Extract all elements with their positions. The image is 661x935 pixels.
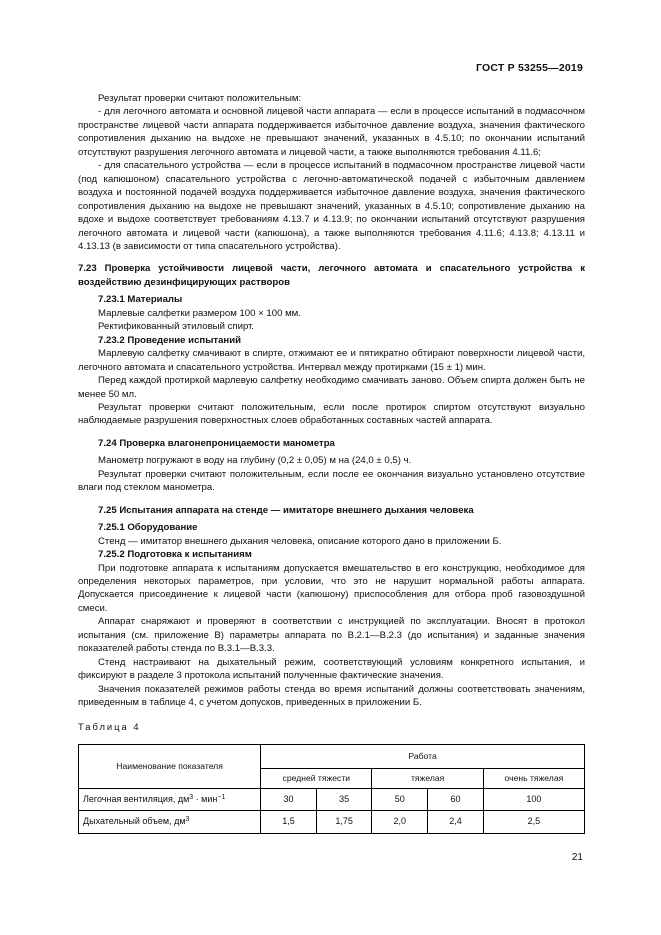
table-cell: 100 [483, 788, 584, 810]
section-heading-7-24: 7.24 Проверка влагонепроницаемости манометра [98, 437, 335, 449]
paragraph: - для легочного автомата и основной лицевой части аппарата — если в процессе испытаний в подмасочном пространстве лицевой части аппарата поддерживается избыточное давление воздуха, значения фактического сопротивления дыханию на выдохе не превышают значений, указанных в 4.5.10; по окончании испытаний отсутствуют разрушения легочного автомата и лицевой части, а также выполняются требования 4.11.6; [78, 106, 585, 158]
paragraph: Марлевые салфетки размером 100 × 100 мм. [98, 307, 301, 319]
paragraph: При подготовке аппарата к испытаниям допускается вмешательство в его конструкцию, необходимое для определения некоторых параметров, при условии, что это не нарушит нормальной работы аппарата. Допускается присоединение к лицевой части (капюшону) приспособления для отбора проб газовоздушной смеси. [78, 562, 585, 614]
table-cell: 35 [316, 788, 372, 810]
table-subheader-heavy: тяжелая [372, 768, 483, 788]
data-table [78, 744, 585, 834]
paragraph: Результат проверки считают положительным: [98, 93, 302, 104]
table-cell: 60 [428, 788, 484, 810]
paragraph: Перед каждой протиркой марлевую салфетку необходимо смачивать заново. Объем спирта должен быть не менее 50 мл. [78, 375, 585, 400]
paragraph: Ректификованный этиловый спирт. [98, 321, 255, 333]
paragraph: Манометр погружают в воду на глубину (0,2 ± 0,05) м на (24,0 ± 0,5) ч. [98, 455, 412, 467]
paragraph: Результат проверки считают положительным, если после ее окончания визуально установлено отсутствие влаги под стеклом манометра. [78, 468, 585, 494]
subsection-heading-7-23-2: 7.23.2 Проведение испытаний [98, 334, 242, 346]
section-heading-7-25: 7.25 Испытания аппарата на стенде — имитаторе внешнего дыхания человека [98, 504, 474, 516]
subsection-heading-7-25-2: 7.25.2 Подготовка к испытаниям [98, 549, 252, 561]
table-cell: 50 [372, 788, 428, 810]
table-cell-label: Легочная вентиляция, $дм^3 \cdot мин^{-1}$ [79, 788, 261, 810]
document-body [78, 92, 585, 834]
table-cell: 1,5 [261, 810, 317, 833]
paragraph: Значения показателей режимов работы стенда во время испытаний должны соответствовать значениям, приведенным в таблице 4, с учетом допусков, приведенных в приложении Б. [78, 683, 585, 709]
paragraph: Аппарат снаряжают и проверяют в соответствии с инструкцией по эксплуатации. Вносят в протокол испытания (см. приложение В) параметры аппарата по В.2.1—В.2.3 (до испытания) и заданные значения показателей работы стенда по В.3.1—В.3.3. [78, 616, 585, 655]
table-cell: 2,4 [428, 810, 484, 833]
table-caption: Таблица 4 [78, 721, 141, 733]
table-subheader-very-heavy: очень тяжелая [483, 768, 584, 788]
paragraph: Стенд — имитатор внешнего дыхания человека, описание которого дано в приложении Б. [98, 535, 502, 547]
table-cell: 1,75 [316, 810, 372, 833]
table-cell: 30 [261, 788, 317, 810]
document-header: ГОСТ Р 53255—2019 [475, 62, 583, 74]
page-number: 21 [571, 852, 583, 863]
table-cell: 2,5 [483, 810, 584, 833]
table-row [79, 788, 585, 810]
table-row [79, 810, 585, 833]
subsection-heading-7-25-1: 7.25.1 Оборудование [98, 522, 198, 534]
paragraph: Результат проверки считают положительным, если после протирок спиртом отсутствуют визуально наблюдаемые разрушения поверхностных слоев обработанных составных частей аппарата. [78, 401, 585, 427]
section-heading-7-23: 7.23 Проверка устойчивости лицевой части, легочного автомата и спасательного устройства к воздействию дезинфицирующих растворов [78, 263, 585, 288]
table-header-name: Наименование показателя [79, 744, 261, 788]
paragraph: Стенд настраивают на дыхательный режим, соответствующий условиям конкретного испытания, и фиксируют в разделе 3 протокола испытаний полученные фактические значения. [78, 656, 585, 682]
table-cell: 2,0 [372, 810, 428, 833]
paragraph: Марлевую салфетку смачивают в спирте, отжимают ее и пятикратно обтирают поверхности лицевой части, легочного автомата и спасательного устройства. Интервал между протирками (15 ± 1) мин. [78, 348, 585, 373]
table-subheader-medium: средней тяжести [261, 768, 372, 788]
subsection-heading-7-23-1: 7.23.1 Материалы [98, 294, 183, 306]
table-cell-label: Дыхательный объем, $дм^3$ [79, 810, 261, 833]
table-header-work: Работа [261, 744, 585, 768]
paragraph: - для спасательного устройства — если в процессе испытаний в подмасочном пространстве лицевой части (под капюшоном) спасательного устройства с легочно-автоматической подачей с избыточным давлением воздуха и постоянной подачей воздуха поддерживается избыточное давление воздуха, значения фактического сопротивления дыханию на выдохе не превышают значений, указанных в 4.5.10; сопротивление дыханию на вдохе и выдохе соответствует требованиям 4.13.7 и 4.13.9; по окончании испытаний отсутствуют разрушения легочного автомата и лицевой части (капюшона), а также выполняются требования 4.11.6; 4.13.8; 4.13.11 и 4.13.13 (в зависимости от типа спасательного устройства). [78, 160, 585, 252]
